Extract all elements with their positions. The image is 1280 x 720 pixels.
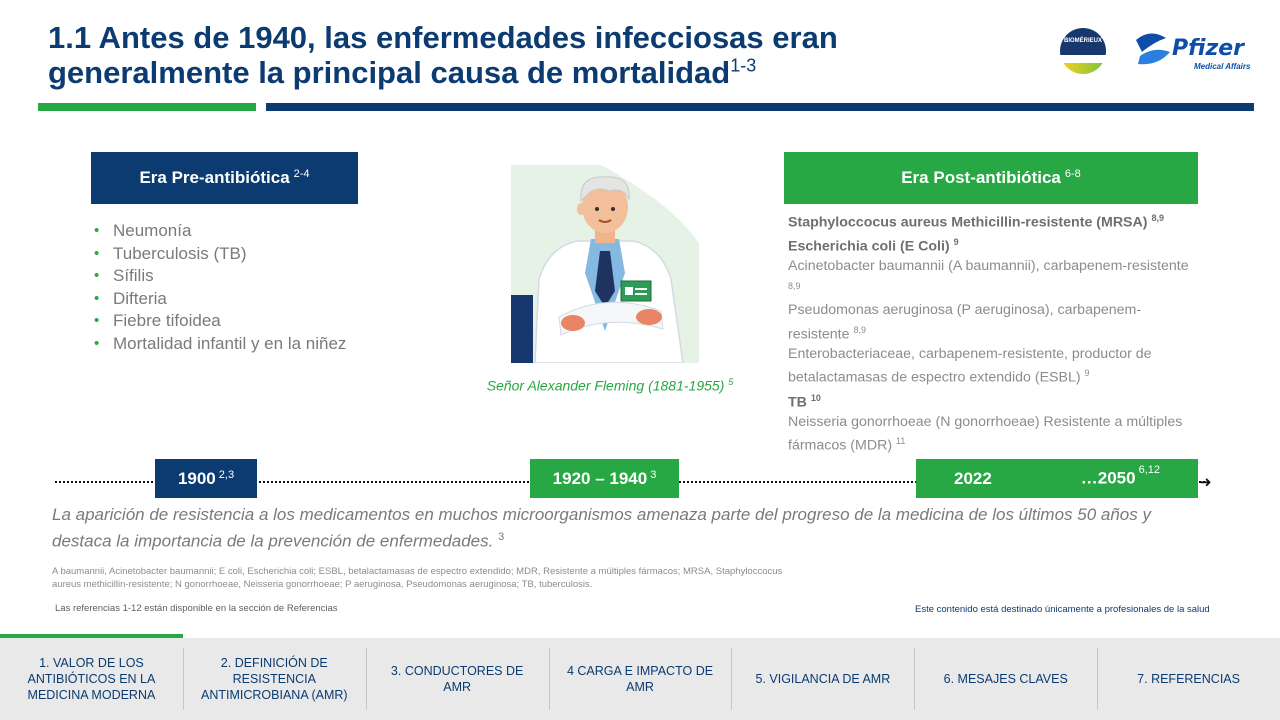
pfizer-helix-icon (1132, 30, 1174, 70)
post-era-ref: 6-8 (1064, 168, 1081, 180)
pre-era-ref: 2-4 (293, 168, 310, 180)
list-item-ref: 11 (896, 436, 906, 447)
list-item-ref: 8,9 (1151, 213, 1164, 223)
pfizer-logo (1132, 28, 1252, 76)
title-underline-blue (266, 103, 1254, 111)
pfizer-wordmark: Pfizer (1172, 36, 1245, 61)
biomerieux-logo-text: BIOMÉRIEUX (1060, 28, 1106, 55)
post-era-header (784, 152, 1198, 204)
list-item: • Neumonía (92, 220, 352, 243)
nav-item-referencias[interactable]: 7. REFERENCIAS (1097, 638, 1280, 720)
key-statement-ref: 3 (498, 531, 505, 543)
list-item-ref: 10 (810, 392, 821, 403)
list-item (788, 233, 1198, 257)
list-item (788, 345, 1198, 389)
page-title-text: 1.1 Antes de 1940, las enfermedades infecciosas eran generalmente la principal causa de mortalidad (48, 20, 838, 90)
audience-disclaimer: Este contenido está destinado únicamente a profesionales de la salud (915, 604, 1210, 615)
list-item-text: Neisseria gonorrhoeae (N gonorrhoeae) Resistente a múltiples fármacos (MDR) (788, 413, 1183, 455)
list-item (788, 257, 1198, 301)
nav-item-definicion-amr[interactable]: 2. DEFINICIÓN DE RESISTENCIA ANTIMICROBIANA (AMR) (183, 638, 366, 720)
list-item-ref: 9 (953, 237, 959, 248)
abbreviations-footnote: A baumannii, Acinetobacter baumannii; E coli, Escherichia coli; ESBL, betalactamasas de espectro extendido; MDR, Resistente a múltiples fármacos; MRSA, Staphyloccocus aureus methicillin-resistente; N gonorrhoeae, Neisseria gonorrhoeae; P aeruginosa, Pseudomonas aeruginosa; TB, tuberculosis. (52, 566, 783, 590)
pfizer-subtitle: Medical Affairs (1194, 62, 1251, 71)
page-title (48, 20, 1008, 90)
pre-era-header (91, 152, 358, 204)
list-item (788, 301, 1198, 345)
timeline-point-1920-1940 (530, 459, 679, 498)
list-item-ref: 9 (1084, 368, 1090, 379)
list-item-text: Staphyloccocus aureus Methicillin-resistente (MRSA) (788, 214, 1148, 231)
key-statement (52, 503, 1212, 553)
list-item-ref: 8,9 (788, 280, 801, 291)
timeline-arrow-icon: ➜ (1199, 474, 1212, 491)
timeline-label: 2022 (954, 468, 992, 488)
nav-item-valor-antibioticos[interactable]: 1. VALOR DE LOS ANTIBIÓTICOS EN LA MEDICINA MODERNA (27, 656, 156, 702)
timeline-point-2022-2050 (916, 459, 1198, 498)
list-item (788, 209, 1198, 233)
timeline-label: …2050 (1080, 468, 1136, 488)
post-era-label: Era Post-antibiótica (901, 168, 1061, 187)
timeline-ref: 2,3 (218, 468, 235, 481)
list-item-text: Acinetobacter baumannii (A baumannii), carbapenem-resistente (788, 258, 1189, 275)
list-item: • Difteria (92, 288, 352, 311)
key-statement-text: La aparición de resistencia a los medicamentos en muchos microorganismos amenaza parte del progreso de la medicina de los últimos 50 años y destaca la importancia de la prevención de enfermedades. (52, 505, 1151, 551)
pre-era-list (92, 220, 352, 355)
timeline-label-2050 (1080, 464, 1160, 489)
pre-era-label: Era Pre-antibiótica (139, 168, 290, 187)
list-item-text: Pseudomonas aeruginosa (P aeruginosa), carbapenem-resistente (788, 302, 1142, 343)
nav-item-conductores-amr[interactable]: 3. CONDUCTORES DE AMR (366, 638, 549, 720)
list-item (788, 413, 1198, 457)
portrait-caption (440, 377, 780, 394)
list-item: • Sífilis (92, 265, 352, 288)
timeline-point-1900 (155, 459, 257, 498)
list-item-text: TB (788, 394, 807, 411)
nav-item-carga-impacto-amr[interactable]: 4 CARGA E IMPACTO DE AMR (549, 638, 732, 720)
title-underline-green (38, 103, 256, 111)
page-title-ref: 1-3 (730, 55, 757, 76)
timeline-ref: 6,12 (1138, 464, 1160, 477)
list-item-text: Escherichia coli (E Coli) (788, 238, 950, 255)
section-nav (0, 638, 1280, 720)
timeline-label: 1900 (177, 468, 216, 488)
post-era-list (788, 209, 1198, 457)
timeline-ref: 3 (650, 468, 657, 481)
list-item: • Tuberculosis (TB) (92, 243, 352, 266)
biomerieux-logo (1060, 28, 1106, 74)
list-item-ref: 8,9 (853, 324, 866, 335)
portrait-caption-text: Señor Alexander Fleming (1881-1955) (486, 377, 725, 394)
nav-item-mensajes-claves[interactable]: 6. MESAJES CLAVES (914, 638, 1097, 720)
references-footnote: Las referencias 1-12 están disponible en la sección de Referencias (55, 603, 338, 614)
list-item: • Mortalidad infantil y en la niñez (92, 333, 352, 356)
list-item-text: Enterobacteriaceae, carbapenem-resistente, productor de betalactamasas de espectro extendido (ESBL) (788, 345, 1152, 387)
list-item (788, 389, 1198, 413)
nav-item-vigilancia-amr[interactable]: 5. VIGILANCIA DE AMR (731, 638, 914, 720)
portrait-caption-ref: 5 (728, 377, 734, 387)
list-item: • Fiebre tifoidea (92, 310, 352, 333)
timeline-label: 1920 – 1940 (552, 468, 648, 488)
doctor-illustration (511, 163, 699, 363)
